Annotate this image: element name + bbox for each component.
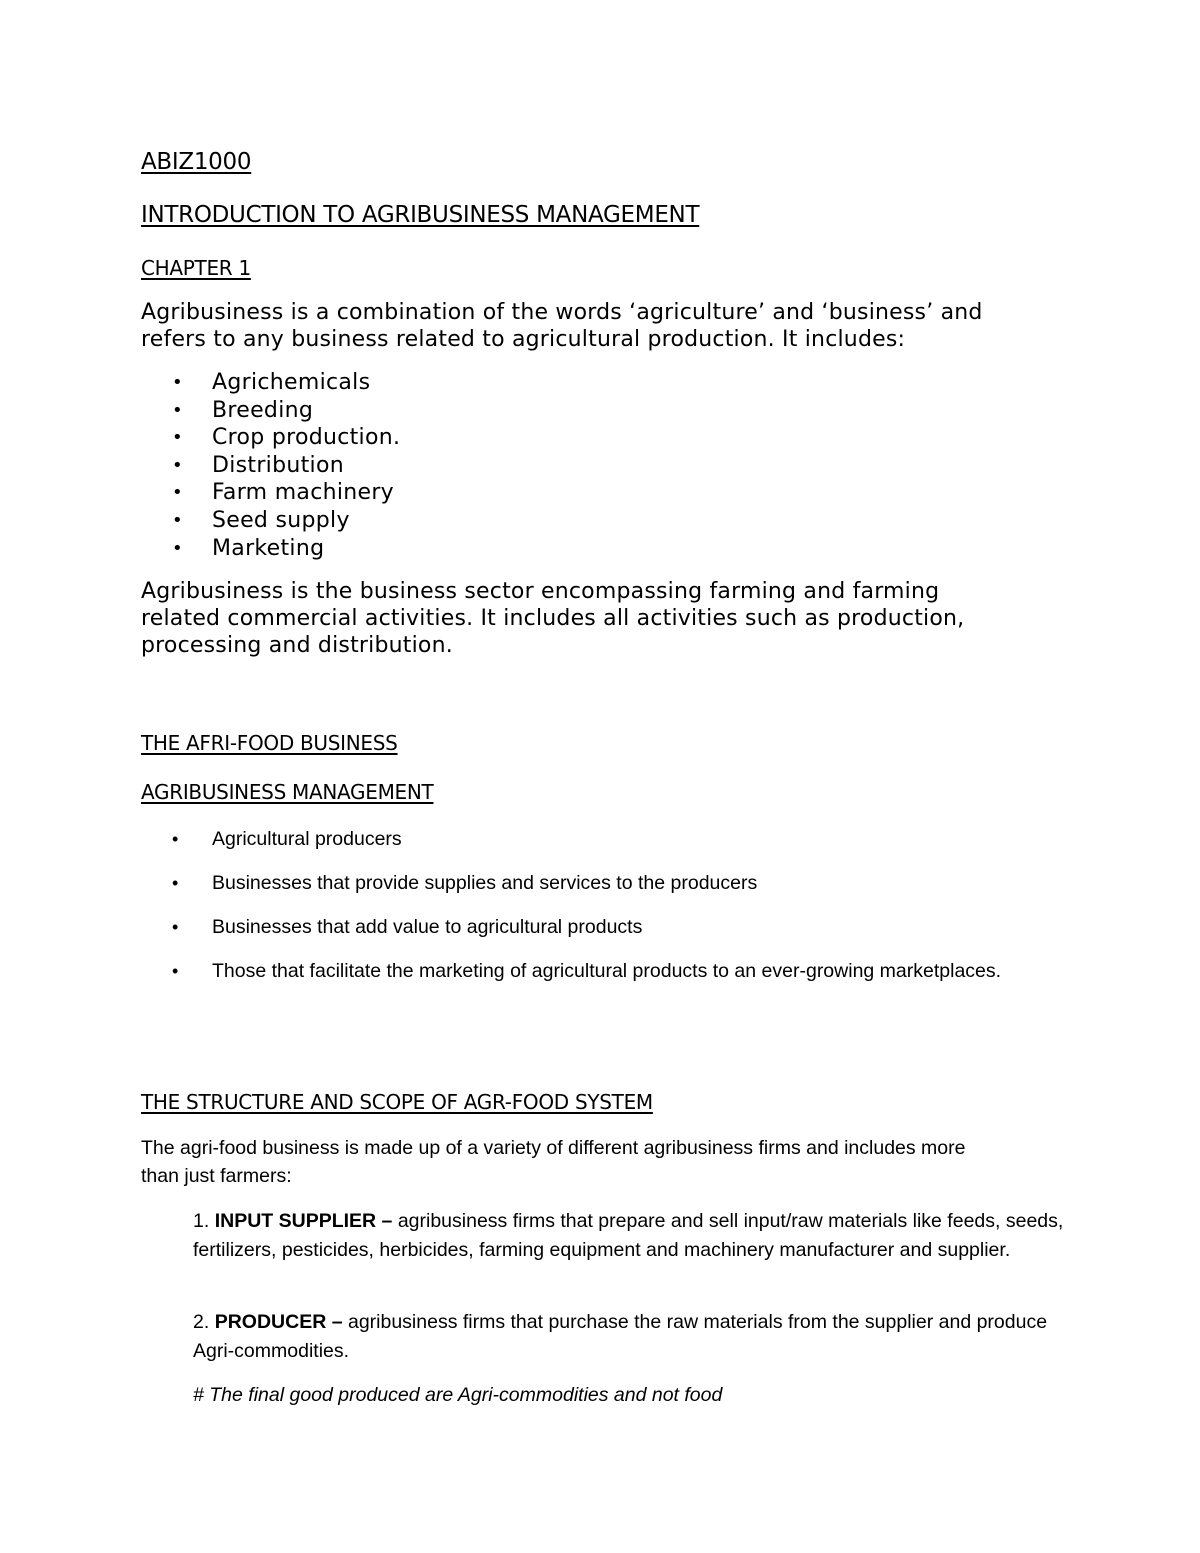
list-item: • Agricultural producers [172,824,1032,855]
includes-list [172,369,400,562]
chapter-heading: CHAPTER 1 [141,256,251,280]
list-item: • Crop production. [172,425,401,451]
bullet-icon: • [172,399,183,421]
course-code: ABIZ1000 [141,149,252,175]
structure-paragraph-line-1: The agri-food business is made up of a variety of different agribusiness firms and includes more [141,1137,966,1159]
item-text: agribusiness firms that prepare and sell input/raw materials like feeds, seeds, fertilizers, pesticides, herbicides, farming equipment and machinery manufacturer and supplier. [193,1210,1064,1261]
section-heading-structure: THE STRUCTURE AND SCOPE OF AGR-FOOD SYSTEM [141,1090,653,1114]
bullet-icon: • [172,829,179,849]
course-title: INTRODUCTION TO AGRIBUSINESS MANAGEMENT [141,202,700,228]
section-heading-afri-food: THE AFRI-FOOD BUSINESS [141,731,398,755]
item-text: agribusiness firms that purchase the raw materials from the supplier and produce Agri-commodities. [193,1311,1048,1362]
bullet-icon: • [172,873,179,893]
list-item: • Those that facilitate the marketing of agricultural products to an ever-growing marketplaces. [172,956,1032,987]
definition-line-2: related commercial activities. It includes all activities such as production, [141,606,965,631]
note-text: # The final good produced are Agri-commodities and not food [193,1384,723,1406]
producer-item [193,1308,1073,1366]
bullet-icon: • [172,509,183,531]
list-item: • Agrichemicals [172,370,371,395]
definition-line-3: processing and distribution. [141,633,453,658]
bullet-icon: • [172,537,183,559]
intro-paragraph-line-1: Agribusiness is a combination of the words ‘agriculture’ and ‘business’ and [141,300,983,325]
bullet-icon: • [172,482,183,504]
intro-paragraph-line-2: refers to any business related to agricultural production. It includes: [141,327,906,352]
list-item: • Businesses that add value to agricultural products [172,912,1032,943]
item-number: 1. [193,1210,210,1232]
item-number: 2. [193,1311,210,1333]
list-item: • Marketing [172,535,325,561]
input-supplier-item [193,1207,1073,1265]
management-list [172,824,1032,1000]
structure-paragraph-line-2: than just farmers: [141,1165,292,1187]
bullet-icon: • [172,917,179,937]
list-item: • Farm machinery [172,480,395,506]
item-term: INPUT SUPPLIER – [214,1210,393,1232]
bullet-icon: • [172,454,183,476]
item-term: PRODUCER – [214,1311,343,1333]
definition-line-1: Agribusiness is the business sector encompassing farming and farming [141,579,940,604]
list-item: • Distribution [172,452,344,478]
bullet-icon: • [172,372,183,393]
section-heading-management: AGRIBUSINESS MANAGEMENT [141,780,434,804]
list-item: • Breeding [172,397,314,423]
list-item: • Businesses that provide supplies and services to the producers [172,868,1032,899]
bullet-icon: • [172,961,179,981]
list-item: • Seed supply [172,507,350,533]
bullet-icon: • [172,427,183,449]
